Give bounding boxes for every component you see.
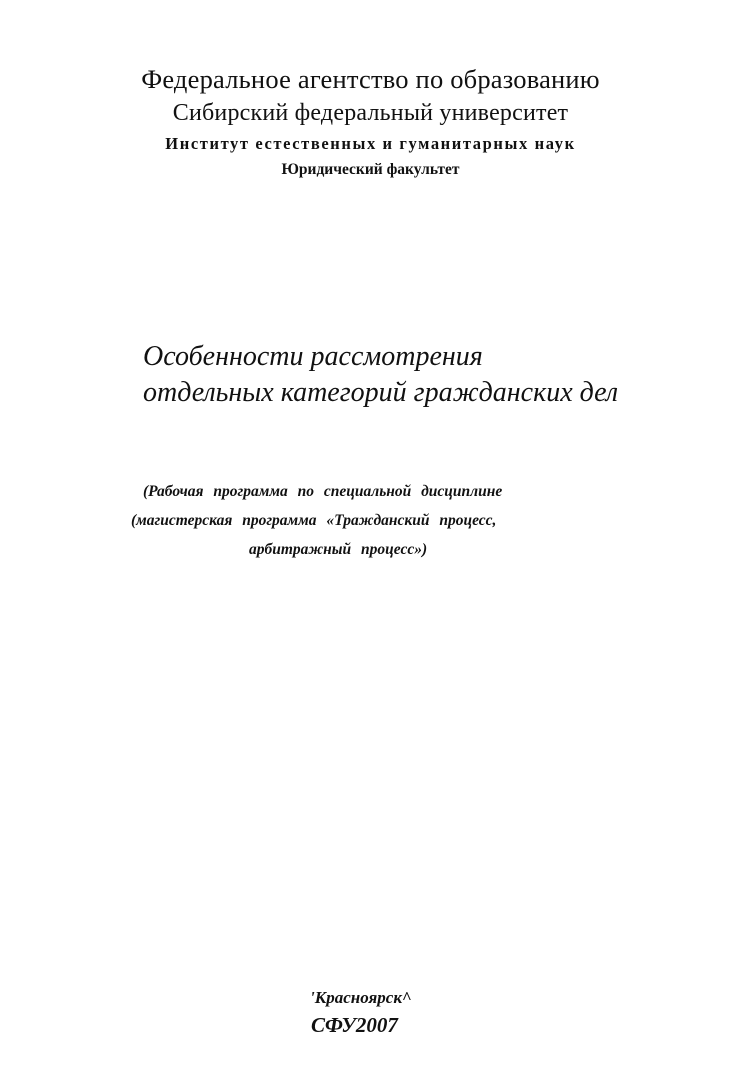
university-heading: Сибирский федеральный университет: [172, 100, 569, 126]
institute-heading: Институт естественных и гуманитарных наук: [165, 134, 576, 153]
publisher-year-label: СФУ2007: [311, 1013, 398, 1037]
faculty-heading: Юридический факультет: [281, 161, 460, 178]
document-title-line-2: отдельных категорий гражданских дел: [143, 377, 619, 408]
subtitle-line-3: арбитражный процесс»): [249, 541, 428, 558]
subtitle-line-1: (Рабочая программа по специальной дисциплине: [143, 483, 503, 500]
document-title-line-1: Особенности рассмотрения: [143, 341, 483, 372]
agency-heading: Федеральное агентство по образованию: [141, 64, 600, 94]
subtitle-line-2: (магистерская программа «Тражданский процесс,: [131, 512, 497, 529]
city-label: 'Красноярск^: [310, 988, 412, 1007]
